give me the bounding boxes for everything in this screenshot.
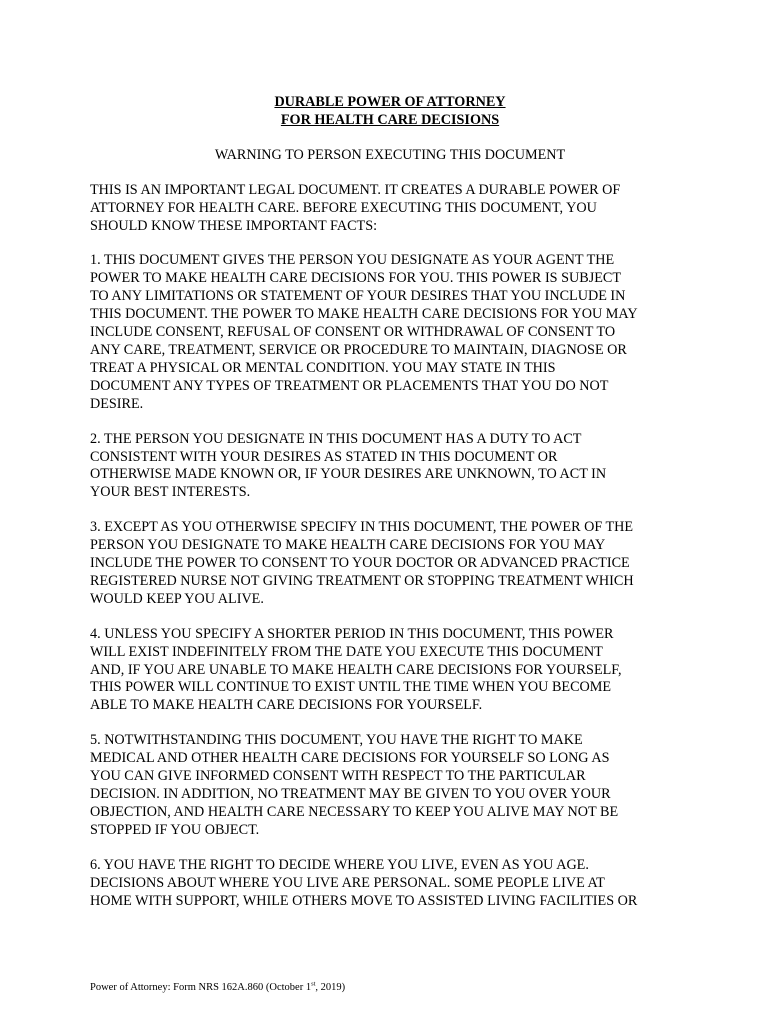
text-line: WOULD KEEP YOU ALIVE. [90, 590, 264, 607]
footer-text: Power of Attorney: Form NRS 162A.860 (October 1 [90, 982, 312, 993]
text-line: AND, IF YOU ARE UNABLE TO MAKE HEALTH CARE DECISIONS FOR YOURSELF, [90, 661, 622, 678]
document-title [90, 94, 690, 130]
document-body [90, 94, 690, 910]
text-line: ABLE TO MAKE HEALTH CARE DECISIONS FOR YOURSELF. [90, 697, 483, 714]
text-line: INCLUDE THE POWER TO CONSENT TO YOUR DOCTOR OR ADVANCED PRACTICE [90, 555, 630, 572]
text-line: REGISTERED NURSE NOT GIVING TREATMENT OR STOPPING TREATMENT WHICH [90, 572, 634, 589]
title-line-2: FOR HEALTH CARE DECISIONS [280, 111, 500, 128]
text-line: DECISION. IN ADDITION, NO TREATMENT MAY BE GIVEN TO YOU OVER YOUR [90, 786, 611, 802]
paragraph-5 [90, 732, 690, 839]
text-line: THIS POWER WILL CONTINUE TO EXIST UNTIL THE TIME WHEN YOU BECOME [90, 679, 612, 696]
text-line: 4. UNLESS YOU SPECIFY A SHORTER PERIOD IN THIS DOCUMENT, THIS POWER [90, 625, 614, 642]
text-line: PERSON YOU DESIGNATE TO MAKE HEALTH CARE DECISIONS FOR YOU MAY [90, 537, 606, 554]
intro-paragraph [90, 182, 690, 236]
text-line: OTHERWISE MADE KNOWN OR, IF YOUR DESIRES ARE UNKNOWN, TO ACT IN [90, 466, 607, 483]
paragraph-6 [90, 857, 690, 911]
footer-superscript: st [311, 980, 316, 988]
text-line: WILL EXIST INDEFINITELY FROM THE DATE YOU EXECUTE THIS DOCUMENT [90, 643, 603, 660]
text-line: THIS DOCUMENT. THE POWER TO MAKE HEALTH CARE DECISIONS FOR YOU MAY [90, 306, 638, 323]
paragraph-1 [90, 252, 690, 413]
text-line: DOCUMENT ANY TYPES OF TREATMENT OR PLACEMENTS THAT YOU DO NOT [90, 377, 609, 394]
text-line: 3. EXCEPT AS YOU OTHERWISE SPECIFY IN THIS DOCUMENT, THE POWER OF THE [90, 519, 634, 536]
text-line: MEDICAL AND OTHER HEALTH CARE DECISIONS FOR YOURSELF SO LONG AS [90, 750, 610, 767]
text-line: POWER TO MAKE HEALTH CARE DECISIONS FOR YOU. THIS POWER IS SUBJECT [90, 270, 622, 287]
text-line: HOME WITH SUPPORT, WHILE OTHERS MOVE TO ASSISTED LIVING FACILITIES OR [90, 892, 638, 909]
paragraph-4 [90, 626, 690, 716]
text-line: ANY CARE, TREATMENT, SERVICE OR PROCEDURE TO MAINTAIN, DIAGNOSE OR [90, 341, 627, 358]
text-line: YOUR BEST INTERESTS. [90, 484, 251, 501]
paragraph-2 [90, 431, 690, 503]
title-line-1: DURABLE POWER OF ATTORNEY [274, 94, 506, 110]
text-line: THIS IS AN IMPORTANT LEGAL DOCUMENT. IT CREATES A DURABLE POWER OF [90, 181, 621, 198]
text-line: CONSISTENT WITH YOUR DESIRES AS STATED IN THIS DOCUMENT OR [90, 448, 558, 465]
text-line: ATTORNEY FOR HEALTH CARE. BEFORE EXECUTING THIS DOCUMENT, YOU [90, 199, 597, 216]
text-line: 6. YOU HAVE THE RIGHT TO DECIDE WHERE YOU LIVE, EVEN AS YOU AGE. [90, 856, 589, 873]
text-line: STOPPED IF YOU OBJECT. [90, 821, 260, 838]
text-line: 5. NOTWITHSTANDING THIS DOCUMENT, YOU HAVE THE RIGHT TO MAKE [90, 732, 583, 749]
page-footer [90, 981, 345, 994]
text-line: YOU CAN GIVE INFORMED CONSENT WITH RESPECT TO THE PARTICULAR [90, 768, 586, 785]
text-line: TREAT A PHYSICAL OR MENTAL CONDITION. YOU MAY STATE IN THIS [90, 359, 556, 376]
text-line: OBJECTION, AND HEALTH CARE NECESSARY TO KEEP YOU ALIVE MAY NOT BE [90, 803, 619, 820]
text-line: SHOULD KNOW THESE IMPORTANT FACTS: [90, 217, 378, 234]
warning-heading: WARNING TO PERSON EXECUTING THIS DOCUMENT [214, 146, 566, 163]
text-line: 1. THIS DOCUMENT GIVES THE PERSON YOU DESIGNATE AS YOUR AGENT THE [90, 252, 615, 269]
paragraph-3 [90, 519, 690, 609]
text-line: DECISIONS ABOUT WHERE YOU LIVE ARE PERSONAL. SOME PEOPLE LIVE AT [90, 874, 605, 891]
text-line: 2. THE PERSON YOU DESIGNATE IN THIS DOCUMENT HAS A DUTY TO ACT [90, 430, 582, 447]
text-line: INCLUDE CONSENT, REFUSAL OF CONSENT OR WITHDRAWAL OF CONSENT TO [90, 324, 616, 341]
text-line: TO ANY LIMITATIONS OR STATEMENT OF YOUR DESIRES THAT YOU INCLUDE IN [90, 288, 626, 305]
text-line: DESIRE. [90, 395, 144, 412]
footer-text-end: , 2019) [315, 982, 346, 993]
